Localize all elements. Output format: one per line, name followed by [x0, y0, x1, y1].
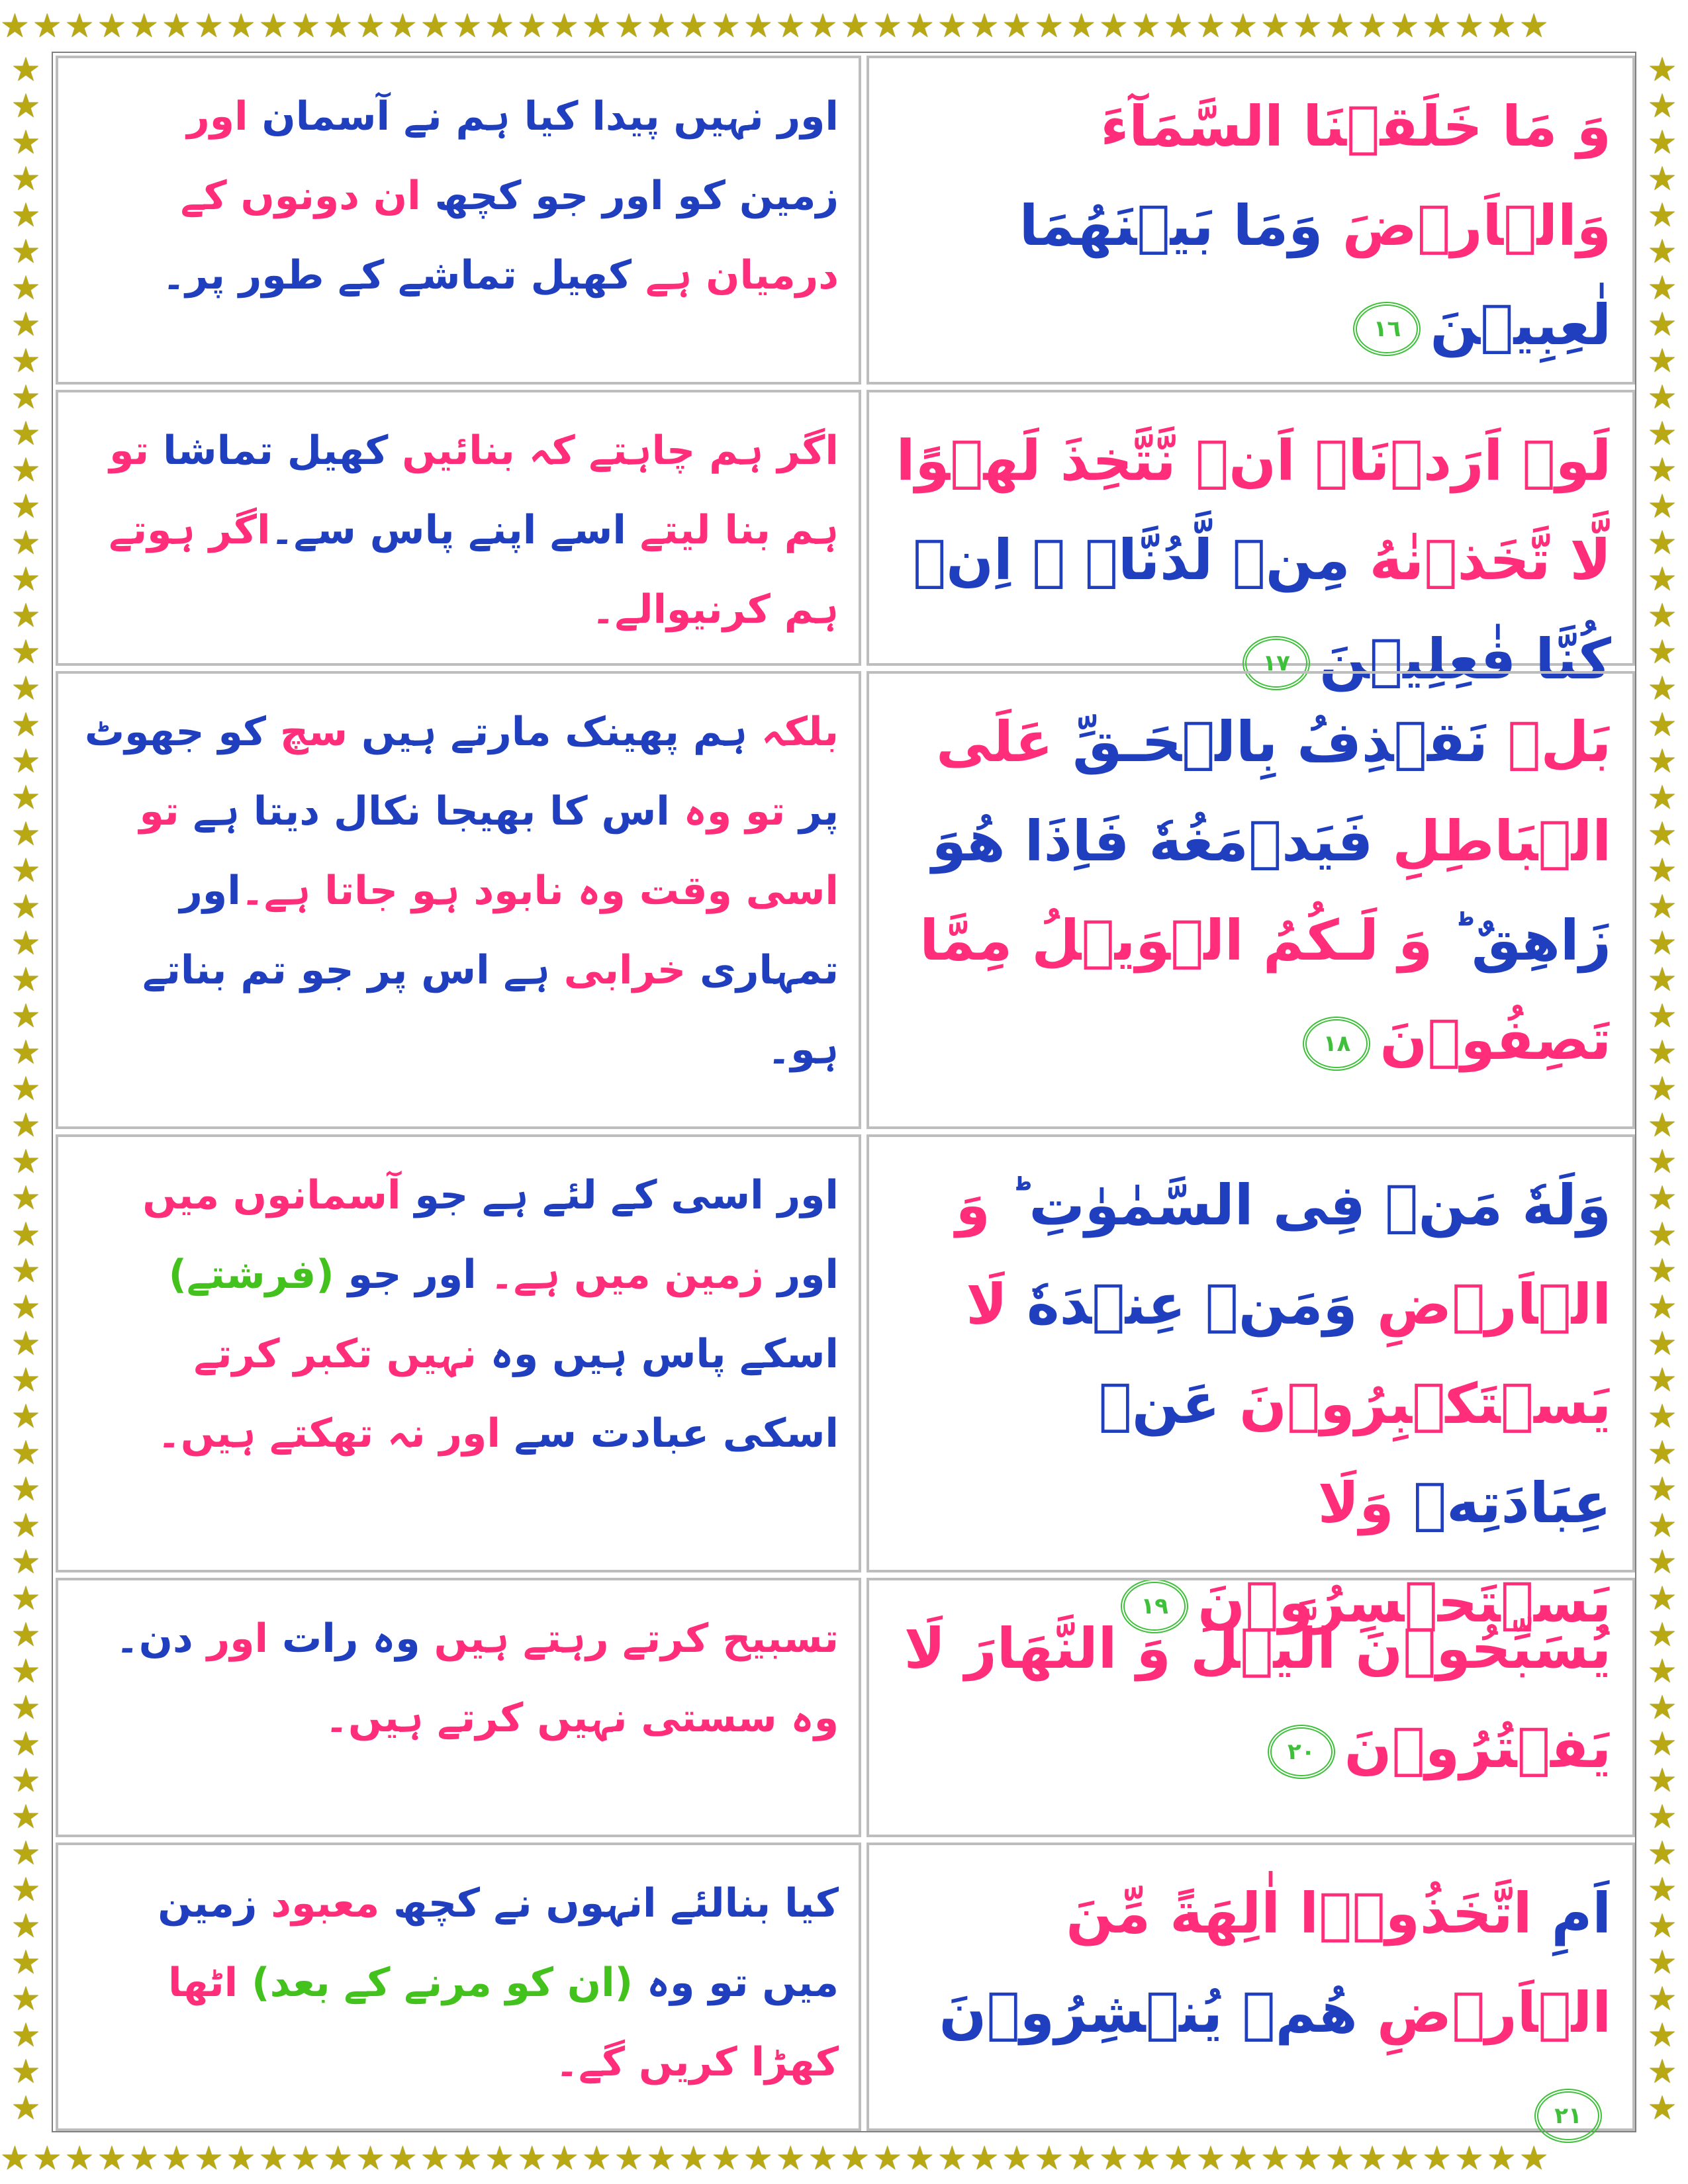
star-icon: ★ — [1647, 341, 1677, 380]
star-icon: ★ — [11, 1870, 41, 1909]
ayah-number-marker: ٢٠ — [1268, 1725, 1335, 1779]
translation-text-segment: (ان کو مرنے کے بعد) — [252, 1960, 633, 2006]
verse-text-segment: مِنۡ لَّدُنَّاۤ ۖ اِنۡ كُنَّا فٰعِلِيۡنَ — [912, 527, 1611, 692]
star-icon: ★ — [1647, 633, 1677, 671]
verse-text-segment: لَا يَسۡتَكۡبِرُوۡنَ — [966, 1272, 1611, 1436]
verse-text-segment: وَ لَـكُمُ — [1262, 908, 1452, 973]
star-icon: ★ — [1647, 305, 1677, 343]
star-icon: ★ — [1647, 669, 1677, 707]
star-icon: ★ — [11, 341, 41, 380]
star-icon: ★ — [1647, 50, 1677, 89]
star-icon: ★ — [11, 414, 41, 453]
verse-text-segment: وَلَهٗ مَنۡ فِى السَّمٰوٰتِ ؕ — [1009, 1173, 1611, 1238]
star-icon: ★ — [11, 451, 41, 489]
star-icon: ★ — [1647, 1797, 1677, 1836]
star-border-left — [0, 52, 52, 2132]
star-icon: ★ — [1647, 851, 1677, 889]
translation-text-segment: تسبیح کرتے رہتے ہیں — [420, 1615, 839, 1662]
star-icon: ★ — [11, 159, 41, 198]
translation-text-segment: وہ رات — [268, 1615, 420, 1662]
verse-text-segment: وَمَا بَيۡنَهُمَا لٰعِبِيۡنَ — [1019, 193, 1611, 357]
translation-text-segment: کھیل تماشا — [163, 428, 389, 474]
star-icon: ★ — [11, 1543, 41, 1581]
star-icon: ★ — [1647, 1761, 1677, 1799]
star-icon: ★ — [11, 1215, 41, 1253]
star-border-row: ★★★★★★★★★★★★★★★★★★★★★★★★★★★★★★★★★★★★★★★★★★★★★★★★ — [0, 2139, 1552, 2177]
verse-text-segment: اَمِ — [1551, 1881, 1611, 1946]
ayah-number-marker: ١٨ — [1303, 1017, 1370, 1071]
star-icon: ★ — [11, 560, 41, 598]
star-icon: ★ — [1647, 1069, 1677, 1108]
star-icon: ★ — [11, 1033, 41, 1071]
star-icon: ★ — [11, 1324, 41, 1363]
verse-cell — [867, 1843, 1635, 2131]
translation-text-segment: اٹھا کھڑا کریں گے۔ — [168, 1960, 839, 2085]
urdu-translation — [58, 1580, 859, 1758]
translation-text-segment: خرابی — [563, 947, 686, 993]
star-icon: ★ — [11, 1761, 41, 1799]
translation-text-segment: اسکی عبادت سے — [500, 1410, 839, 1457]
star-icon: ★ — [1647, 1033, 1677, 1071]
translation-text-segment: نہیں تکبر کرتے — [193, 1331, 477, 1377]
translation-text-segment: اور تمہاری — [179, 868, 839, 993]
star-icon: ★ — [11, 1907, 41, 1945]
star-icon: ★ — [11, 997, 41, 1035]
star-icon: ★ — [1647, 414, 1677, 453]
star-icon: ★ — [11, 305, 41, 343]
translation-text-segment: اسکے پاس ہیں وہ — [476, 1331, 839, 1377]
star-icon: ★ — [11, 269, 41, 307]
star-border-top — [0, 0, 1688, 52]
star-icon: ★ — [11, 1579, 41, 1617]
star-icon: ★ — [1647, 1615, 1677, 1654]
ayah-number-marker: ١٩ — [1121, 1579, 1188, 1633]
verse-text-segment: وَلَا يَسۡتَحۡسِرُوۡنَ — [1197, 1471, 1611, 1635]
star-icon: ★ — [1647, 596, 1677, 635]
star-icon: ★ — [11, 378, 41, 416]
star-icon: ★ — [1647, 1397, 1677, 1435]
verse-cell — [867, 1134, 1635, 1635]
translation-cell — [56, 1578, 861, 1837]
star-icon: ★ — [1647, 2089, 1677, 2127]
star-icon: ★ — [1647, 196, 1677, 234]
star-icon: ★ — [1647, 887, 1677, 926]
verse-text-segment: لَوۡ اَرَدۡنَاۤ اَنۡ نَّتَّخِذَ لَهۡوًا لَّا تَّخَذۡنٰهُ — [896, 428, 1611, 592]
star-icon: ★ — [11, 1470, 41, 1508]
translation-text-segment: کو جھوٹ پر — [84, 709, 839, 835]
arabic-verse — [869, 1580, 1632, 1797]
star-icon: ★ — [1647, 1543, 1677, 1581]
star-icon: ★ — [11, 1615, 41, 1654]
star-icon: ★ — [11, 487, 41, 525]
star-icon: ★ — [1647, 560, 1677, 598]
star-icon: ★ — [11, 523, 41, 562]
star-icon: ★ — [1647, 1433, 1677, 1472]
star-icon: ★ — [1647, 1361, 1677, 1399]
star-icon: ★ — [1647, 87, 1677, 125]
urdu-translation — [58, 1137, 859, 1473]
star-icon: ★ — [11, 1506, 41, 1545]
star-icon: ★ — [11, 1433, 41, 1472]
verse-text-segment: يَفۡتُرُوۡنَ — [1344, 1715, 1611, 1780]
ayah-number-marker: ١٦ — [1353, 302, 1421, 356]
star-icon: ★ — [11, 1179, 41, 1217]
star-icon: ★ — [11, 1725, 41, 1763]
urdu-translation — [58, 674, 859, 1089]
star-icon: ★ — [11, 1688, 41, 1727]
star-icon: ★ — [11, 669, 41, 707]
translation-text-segment: اور جو — [334, 1251, 491, 1298]
star-icon: ★ — [11, 1251, 41, 1290]
arabic-verse — [869, 1845, 1632, 2161]
arabic-verse — [869, 392, 1632, 709]
urdu-translation — [58, 58, 859, 315]
star-icon: ★ — [11, 742, 41, 780]
ayah-number-marker: ٢١ — [1534, 2089, 1602, 2143]
star-icon: ★ — [11, 705, 41, 744]
star-icon: ★ — [11, 50, 41, 89]
star-icon: ★ — [11, 1288, 41, 1326]
verse-text-segment: وَمَنۡ عِنۡدَهٗ — [1027, 1272, 1377, 1337]
translation-text-segment: معبود — [271, 1880, 380, 1927]
translation-cell — [56, 671, 861, 1129]
star-icon: ★ — [1647, 1652, 1677, 1690]
translation-text-segment: ہم پھینک مارتے ہیں — [348, 709, 761, 755]
translation-text-segment: تو وہ — [669, 788, 786, 835]
verse-text-segment: وَ مَا — [1501, 94, 1611, 159]
star-icon: ★ — [11, 1069, 41, 1108]
star-border-row: ★★★★★★★★★★★★★★★★★★★★★★★★★★★★★★★★★★★★★★★★★★★★★★★★ — [0, 7, 1552, 45]
verse-text-segment: الۡوَيۡلُ مِمَّا تَصِفُوۡنَ — [919, 908, 1611, 1072]
translation-text-segment: زمین میں تو وہ — [158, 1880, 839, 2006]
translation-text-segment: کھیل تماشے کے طور پر۔ — [162, 252, 646, 298]
verse-cell — [867, 671, 1635, 1129]
star-icon: ★ — [11, 596, 41, 635]
translation-text-segment: (فرشتے) — [168, 1251, 334, 1298]
star-icon: ★ — [11, 1106, 41, 1144]
verse-text-segment: فَيَدۡمَغُهٗ فَاِذَا هُوَ زَاهِقٌ ؕ — [931, 809, 1611, 973]
star-icon: ★ — [1647, 232, 1677, 271]
star-icon: ★ — [11, 924, 41, 962]
star-icon: ★ — [1647, 2052, 1677, 2091]
star-icon: ★ — [11, 1797, 41, 1836]
star-icon: ★ — [11, 196, 41, 234]
translation-text-segment: اور نہ تھکتے ہیں۔ — [157, 1410, 500, 1457]
translation-text-segment: زمین میں ہے۔ — [490, 1251, 764, 1298]
star-icon: ★ — [1647, 705, 1677, 744]
translation-text-segment: اور — [207, 1615, 269, 1662]
star-icon: ★ — [1647, 2016, 1677, 2054]
translation-cell — [56, 56, 861, 385]
ayah-number-marker: ١٧ — [1243, 636, 1310, 690]
star-icon: ★ — [11, 2016, 41, 2054]
verse-cell — [867, 56, 1635, 385]
verse-text-segment: يُنۡشِرُوۡنَ — [939, 1980, 1243, 2045]
star-icon: ★ — [1647, 159, 1677, 198]
translation-text-segment: اور — [187, 93, 248, 140]
arabic-verse — [869, 674, 1632, 1089]
star-icon: ★ — [1647, 1506, 1677, 1545]
verse-text-segment: الَّيۡلَ وَ النَّهَارَ لَا — [904, 1616, 1356, 1681]
star-icon: ★ — [11, 887, 41, 926]
star-icon: ★ — [1647, 924, 1677, 962]
translation-text-segment: اور اسی کے لئے ہے جو — [400, 1172, 839, 1218]
star-icon: ★ — [1647, 523, 1677, 562]
translation-text-segment: تو اسی وقت وہ نابود ہو جاتا ہے۔ — [139, 788, 839, 914]
verse-text-segment: عَنۡ عِبَادَتِهٖ — [1098, 1371, 1611, 1535]
star-icon: ★ — [1647, 815, 1677, 853]
translation-text-segment: بلکہ — [761, 709, 839, 755]
verse-text-segment: خَلَقۡنَا السَّمَآءَ وَالۡاَرۡضَ — [1100, 94, 1611, 258]
translation-text-segment: وہ سستی نہیں کرتے ہیں۔ — [324, 1695, 839, 1741]
star-icon: ★ — [1647, 1288, 1677, 1326]
translation-text-segment: کیا بنالئے انہوں نے کچھ — [379, 1880, 839, 1927]
verse-text-segment: بَلۡ — [1507, 709, 1611, 774]
star-icon: ★ — [1647, 997, 1677, 1035]
star-icon: ★ — [11, 1943, 41, 1981]
star-icon: ★ — [1647, 487, 1677, 525]
translation-text-segment: اس کا بھیجا نکال دیتا ہے — [193, 788, 670, 835]
translation-text-segment: دن۔ — [115, 1615, 207, 1662]
star-icon: ★ — [1647, 451, 1677, 489]
translation-text-segment: تو ہم بنا لیتے — [109, 428, 839, 553]
verse-cell — [867, 1578, 1635, 1837]
translation-cell — [56, 1134, 861, 1572]
star-icon: ★ — [11, 851, 41, 889]
translation-text-segment: اور — [763, 1251, 839, 1298]
star-icon: ★ — [1647, 1870, 1677, 1909]
star-icon: ★ — [11, 1142, 41, 1181]
star-icon: ★ — [11, 1652, 41, 1690]
verse-text-segment: نَقۡذِفُ بِالۡحَـقِّ — [1072, 709, 1508, 774]
star-icon: ★ — [1647, 1142, 1677, 1181]
star-icon: ★ — [11, 1834, 41, 1872]
translation-text-segment: آسمانوں میں — [142, 1172, 401, 1218]
star-icon: ★ — [1647, 778, 1677, 817]
star-icon: ★ — [11, 2052, 41, 2091]
translation-text-segment: زمین کو اور جو کچھ — [420, 173, 839, 219]
star-icon: ★ — [1647, 1688, 1677, 1727]
urdu-translation — [58, 1845, 859, 2102]
star-icon: ★ — [11, 123, 41, 161]
translation-text-segment: سچ — [279, 709, 348, 755]
star-icon: ★ — [1647, 123, 1677, 161]
translation-text-segment: اگر ہم چاہتے کہ بنائیں — [388, 428, 839, 474]
verse-text-segment: هُمۡ — [1242, 1980, 1377, 2045]
translation-text-segment: ان دونوں کے درمیان ہے — [180, 173, 839, 298]
star-icon: ★ — [11, 1361, 41, 1399]
star-icon: ★ — [1647, 960, 1677, 999]
verse-text-segment: عَلَى الۡبَاطِلِ — [936, 709, 1611, 874]
star-icon: ★ — [11, 633, 41, 671]
star-icon: ★ — [1647, 742, 1677, 780]
star-icon: ★ — [1647, 1179, 1677, 1217]
translation-text-segment: اور نہیں پیدا کیا ہم نے آسمان — [248, 93, 839, 140]
star-icon: ★ — [1647, 1215, 1677, 1253]
translation-text-segment: اسے اپنے پاس سے۔ — [270, 507, 626, 553]
verses-table — [52, 52, 1636, 2132]
verse-text-segment: يُسَبِّحُوۡنَ — [1355, 1616, 1611, 1681]
arabic-verse — [869, 1137, 1632, 1652]
star-icon: ★ — [11, 778, 41, 817]
star-icon: ★ — [11, 87, 41, 125]
star-icon: ★ — [1647, 1324, 1677, 1363]
star-icon: ★ — [1647, 1943, 1677, 1981]
star-icon: ★ — [11, 960, 41, 999]
star-icon: ★ — [11, 815, 41, 853]
verse-text-segment: اتَّخَذُوۡۤا اٰلِهَةً مِّنَ الۡاَرۡضِ — [1066, 1881, 1611, 2045]
translation-text-segment: اگر ہوتے ہم کرنیوالے۔ — [109, 507, 839, 633]
arabic-verse — [869, 58, 1632, 375]
star-icon: ★ — [1647, 1470, 1677, 1508]
star-icon: ★ — [1647, 1725, 1677, 1763]
star-icon: ★ — [1647, 1979, 1677, 2018]
star-border-right — [1636, 52, 1688, 2132]
translation-text-segment: ہے اس پر جو تم بناتے ہو۔ — [142, 947, 839, 1073]
star-icon: ★ — [11, 1979, 41, 2018]
star-icon: ★ — [1647, 1579, 1677, 1617]
translation-cell — [56, 1843, 861, 2131]
star-icon: ★ — [1647, 1834, 1677, 1872]
star-icon: ★ — [1647, 1907, 1677, 1945]
verse-text-segment: وَ الۡاَرۡضِ — [955, 1173, 1611, 1337]
star-icon: ★ — [1647, 1251, 1677, 1290]
star-icon: ★ — [11, 2089, 41, 2127]
urdu-translation — [58, 392, 859, 649]
star-icon: ★ — [11, 232, 41, 271]
star-icon: ★ — [1647, 1106, 1677, 1144]
star-icon: ★ — [1647, 378, 1677, 416]
translation-cell — [56, 390, 861, 666]
star-icon: ★ — [1647, 269, 1677, 307]
verse-cell — [867, 390, 1635, 692]
star-icon: ★ — [11, 1397, 41, 1435]
